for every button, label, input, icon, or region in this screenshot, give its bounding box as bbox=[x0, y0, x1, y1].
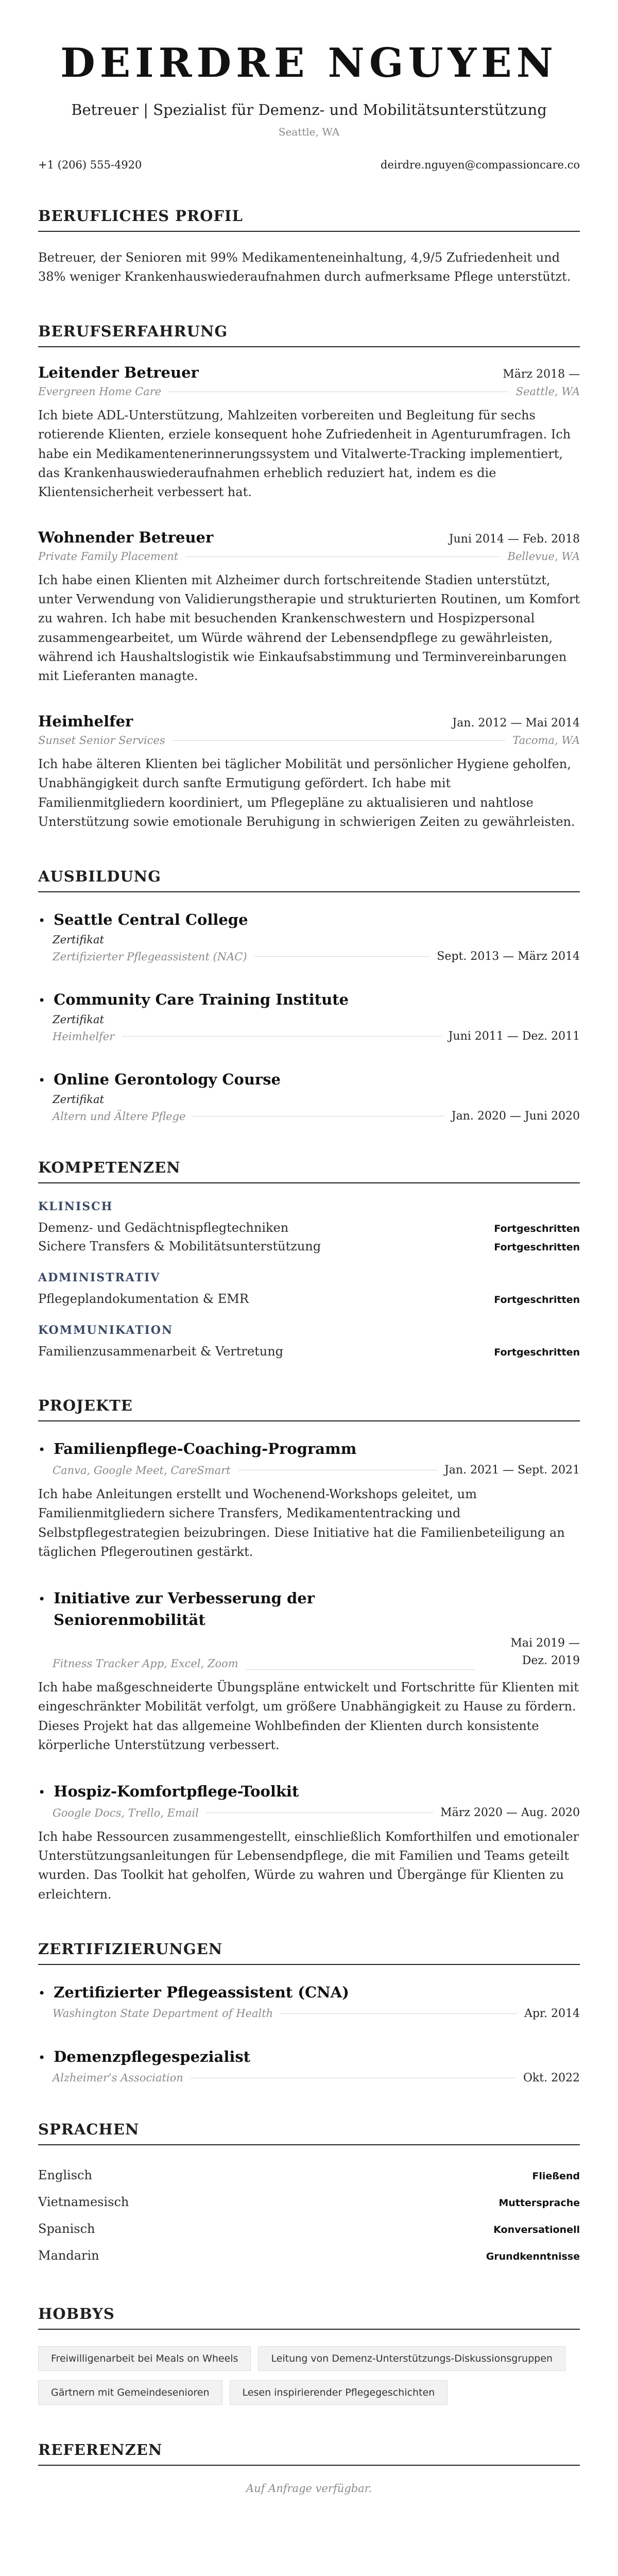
education-date: Sept. 2013 — März 2014 bbox=[437, 950, 580, 963]
education-entry bbox=[38, 1069, 580, 1123]
language-name: Mandarin bbox=[38, 2248, 99, 2263]
profile-section bbox=[38, 207, 580, 286]
language-level: Konversationell bbox=[493, 2224, 580, 2235]
bullet-icon: • bbox=[38, 1986, 46, 2001]
section-title: BERUFSERFAHRUNG bbox=[38, 323, 580, 347]
skill-category: ADMINISTRATIV bbox=[38, 1271, 161, 1285]
project-description: Ich habe Ressourcen zusammengestellt, einschließlich Komforthilfen und emotionaler Unterstützungsanleitungen für Lebensendpflege, die mit Familien und Teams geteilt wurden. Das Toolkit hat geholfen, Würde zu wahren und Übergänge für Klienten zu erleichtern. bbox=[38, 1829, 579, 1902]
experience-entry bbox=[38, 713, 580, 832]
job-title: Wohnender Betreuer bbox=[38, 529, 214, 547]
job-location: Seattle, WA bbox=[516, 385, 580, 398]
project-date: Jan. 2021 — Sept. 2021 bbox=[444, 1464, 580, 1477]
certification-issuer: Washington State Department of Health bbox=[53, 2007, 273, 2020]
divider-line bbox=[280, 2013, 517, 2014]
skill-row bbox=[38, 1218, 580, 1237]
hobby-tag: Leitung von Demenz-Unterstützungs-Diskussionsgruppen bbox=[258, 2346, 565, 2371]
project-date: Mai 2019 — Dez. 2019 bbox=[510, 1637, 580, 1668]
language-row bbox=[38, 2215, 580, 2242]
bullet-icon: • bbox=[38, 1443, 46, 1458]
bullet-icon: • bbox=[38, 1591, 46, 1606]
school-name: Community Care Training Institute bbox=[54, 991, 349, 1009]
skill-group bbox=[38, 1324, 580, 1361]
section-title: BERUFLICHES PROFIL bbox=[38, 207, 580, 232]
email-address: deirdre.nguyen@compassioncare.co bbox=[380, 158, 580, 171]
skill-level: Fortgeschritten bbox=[494, 1294, 580, 1306]
section-title: PROJEKTE bbox=[38, 1397, 580, 1421]
bullet-icon: • bbox=[38, 2050, 46, 2065]
job-location: Bellevue, WA bbox=[507, 550, 580, 563]
certification-entry bbox=[38, 1981, 580, 2020]
language-row bbox=[38, 2242, 580, 2269]
project-entry bbox=[38, 1781, 580, 1904]
language-level: Muttersprache bbox=[499, 2197, 580, 2209]
education-date: Juni 2011 — Dez. 2011 bbox=[448, 1030, 580, 1043]
skill-group bbox=[38, 1200, 580, 1256]
divider-line bbox=[122, 1036, 441, 1037]
divider-line bbox=[206, 1812, 433, 1813]
job-date: Jan. 2012 — Mai 2014 bbox=[452, 717, 580, 730]
bullet-icon: • bbox=[38, 913, 46, 928]
project-description: Ich habe Anleitungen erstellt und Wochenend-Workshops geleitet, um Familienmitgliedern sichere Transfers, Medikamententracking und Selbstpflegestrategien beizubringen. Diese Initiative hat die Familienbeteiligung an täglichen Pflegeroutinen gestärkt. bbox=[38, 1487, 565, 1559]
language-level: Fließend bbox=[532, 2170, 580, 2182]
contact-row bbox=[38, 159, 580, 171]
language-row bbox=[38, 2162, 580, 2189]
job-date: Juni 2014 — Feb. 2018 bbox=[449, 533, 580, 546]
degree: Zertifikat bbox=[53, 934, 104, 946]
hobby-tag: Lesen inspirierender Pflegegeschichten bbox=[230, 2380, 448, 2405]
language-name: Spanisch bbox=[38, 2221, 95, 2236]
company-name: Sunset Senior Services bbox=[38, 734, 165, 747]
divider-line bbox=[185, 556, 500, 557]
divider-line bbox=[246, 1669, 475, 1670]
project-description: Ich habe maßgeschneiderte Übungspläne entwickelt und Fortschritte für Klienten mit eingeschränkter Mobilität verfolgt, um größere Unabhängigkeit zu Hause zu fördern. Dieses Projekt hat das allgemeine Wohlbefinden der Klienten durch konsistente körperliche Unterstützung verbessert. bbox=[38, 1680, 579, 1752]
certifications-section bbox=[38, 1940, 580, 2084]
experience-entry bbox=[38, 364, 580, 502]
languages-section bbox=[38, 2121, 580, 2269]
skill-group bbox=[38, 1271, 580, 1308]
school-name: Seattle Central College bbox=[54, 910, 248, 928]
company-name: Private Family Placement bbox=[38, 550, 179, 563]
job-description: Ich habe älteren Klienten bei täglicher Mobilität und persönlicher Hygiene geholfen, Unabhängigkeit durch sanfte Ermutigung gefördert. Ich habe mit Familienmitgliedern koordiniert, um Pflegepläne zu aktualisieren und nahtlose Unterstützung sowie emotionale Beruhigung in schwierigen Zeiten zu gewährleisten. bbox=[38, 757, 575, 829]
bullet-icon: • bbox=[38, 993, 46, 1008]
job-description: Ich biete ADL-Unterstützung, Mahlzeiten vorbereiten und Begleitung für sechs rotierende Klienten, erziele konsequent hohe Zufriedenheit in Agenturumfragen. Ich habe ein Medikamentenerinnerungssystem und Vitalwerte-Tracking implementiert, das Krankenhauswiederaufnahmen erheblich reduziert hat, indem es die Klientensicherheit verbessert hat. bbox=[38, 408, 571, 499]
experience-entry bbox=[38, 529, 580, 686]
hobby-tag: Freiwilligenarbeit bei Meals on Wheels bbox=[38, 2346, 251, 2371]
hobby-tag: Gärtnern mit Gemeindesenioren bbox=[38, 2380, 222, 2405]
references-section bbox=[38, 2441, 580, 2495]
profile-text: Betreuer, der Senioren mit 99% Medikamenteneinhaltung, 4,9/5 Zufriedenheit und 38% weniger Krankenhauswiederaufnahmen durch aufmerksame Pflege unterstützt. bbox=[38, 250, 571, 284]
skill-row bbox=[38, 1342, 580, 1361]
section-title: HOBBYS bbox=[38, 2305, 580, 2330]
project-entry bbox=[38, 1438, 580, 1562]
hobbies-section bbox=[38, 2305, 580, 2405]
skill-name: Demenz- und Gedächtnispflegtechniken bbox=[38, 1221, 289, 1235]
skill-level: Fortgeschritten bbox=[494, 1242, 580, 1253]
certification-name: Zertifizierter Pflegeassistent (CNA) bbox=[54, 1983, 349, 2001]
education-entry bbox=[38, 989, 580, 1043]
language-name: Vietnamesisch bbox=[38, 2194, 129, 2209]
experience-section bbox=[38, 323, 580, 832]
job-description: Ich habe einen Klienten mit Alzheimer durch fortschreitende Stadien unterstützt, unter Verwendung von Validierungstherapie und strukturierten Routinen, um Komfort zu wahren. Ich habe mit besuchenden Krankenschwestern und Hospizpersonal zusammengearbeitet, um Würde während der Lebensendpflege zu gewährleisten, während ich Haushaltslogistik wie Einkaufsabstimmung und Terminvereinbarungen mit Lieferanten managte. bbox=[38, 573, 580, 684]
skill-category: KLINISCH bbox=[38, 1200, 113, 1214]
project-tools: Canva, Google Meet, CareSmart bbox=[53, 1464, 231, 1477]
divider-line bbox=[173, 740, 506, 741]
skill-name: Pflegeplandokumentation & EMR bbox=[38, 1292, 249, 1307]
resume-header bbox=[38, 0, 580, 171]
job-title: Heimhelfer bbox=[38, 713, 133, 731]
certification-name: Demenzpflegespezialist bbox=[54, 2047, 251, 2065]
project-tools: Google Docs, Trello, Email bbox=[53, 1806, 199, 1819]
bullet-icon: • bbox=[38, 1785, 46, 1800]
job-date: März 2018 — bbox=[503, 368, 580, 381]
language-level: Grundkenntnisse bbox=[486, 2250, 580, 2262]
project-date: März 2020 — Aug. 2020 bbox=[440, 1806, 580, 1819]
skills-section bbox=[38, 1159, 580, 1361]
skill-name: Sichere Transfers & Mobilitätsunterstützung bbox=[38, 1239, 321, 1254]
candidate-subtitle: Betreuer | Spezialist für Demenz- und Mobilitätsunterstützung bbox=[71, 100, 547, 118]
skill-level: Fortgeschritten bbox=[494, 1347, 580, 1359]
certification-entry bbox=[38, 2046, 580, 2084]
field-of-study: Altern und Ältere Pflege bbox=[53, 1110, 186, 1123]
projects-section bbox=[38, 1397, 580, 1904]
education-section bbox=[38, 868, 580, 1123]
school-name: Online Gerontology Course bbox=[54, 1071, 281, 1089]
project-name: Familienpflege-Coaching-Programm bbox=[54, 1440, 357, 1458]
candidate-location: Seattle, WA bbox=[278, 125, 340, 138]
bullet-icon: • bbox=[38, 1073, 46, 1088]
skill-row bbox=[38, 1237, 580, 1256]
divider-line bbox=[254, 956, 430, 957]
field-of-study: Heimhelfer bbox=[53, 1030, 115, 1043]
skill-name: Familienzusammenarbeit & Vertretung bbox=[38, 1344, 284, 1359]
skill-level: Fortgeschritten bbox=[494, 1223, 580, 1235]
skill-row bbox=[38, 1290, 580, 1308]
certification-issuer: Alzheimer’s Association bbox=[53, 2072, 183, 2084]
field-of-study: Zertifizierter Pflegeassistent (NAC) bbox=[53, 950, 247, 963]
section-title: AUSBILDUNG bbox=[38, 868, 580, 892]
language-row bbox=[38, 2189, 580, 2215]
project-tools: Fitness Tracker App, Excel, Zoom bbox=[53, 1657, 238, 1670]
section-title: KOMPETENZEN bbox=[38, 1159, 580, 1183]
certification-date: Okt. 2022 bbox=[523, 2071, 580, 2084]
language-name: Englisch bbox=[38, 2167, 92, 2182]
education-entry bbox=[38, 909, 580, 963]
degree: Zertifikat bbox=[53, 1013, 104, 1026]
company-name: Evergreen Home Care bbox=[38, 385, 162, 398]
candidate-name: DEIRDRE NGUYEN bbox=[60, 40, 558, 87]
job-location: Tacoma, WA bbox=[512, 734, 580, 747]
hobby-tags bbox=[38, 2346, 580, 2405]
degree: Zertifikat bbox=[53, 1093, 104, 1106]
phone-number: +1 (206) 555-4920 bbox=[38, 158, 142, 171]
project-name: Hospiz-Komfortpflege-Toolkit bbox=[54, 1782, 299, 1800]
certification-date: Apr. 2014 bbox=[524, 2007, 580, 2020]
section-title: SPRACHEN bbox=[38, 2121, 580, 2145]
education-date: Jan. 2020 — Juni 2020 bbox=[451, 1110, 580, 1123]
job-title: Leitender Betreuer bbox=[38, 364, 199, 382]
references-text: Auf Anfrage verfügbar. bbox=[246, 2482, 372, 2495]
project-entry bbox=[38, 1587, 580, 1755]
section-title: ZERTIFIZIERUNGEN bbox=[38, 1940, 580, 1965]
project-name: Initiative zur Verbesserung der Seniorenmobilität bbox=[54, 1589, 315, 1629]
section-title: REFERENZEN bbox=[38, 2441, 580, 2466]
skill-category: KOMMUNIKATION bbox=[38, 1324, 174, 1337]
